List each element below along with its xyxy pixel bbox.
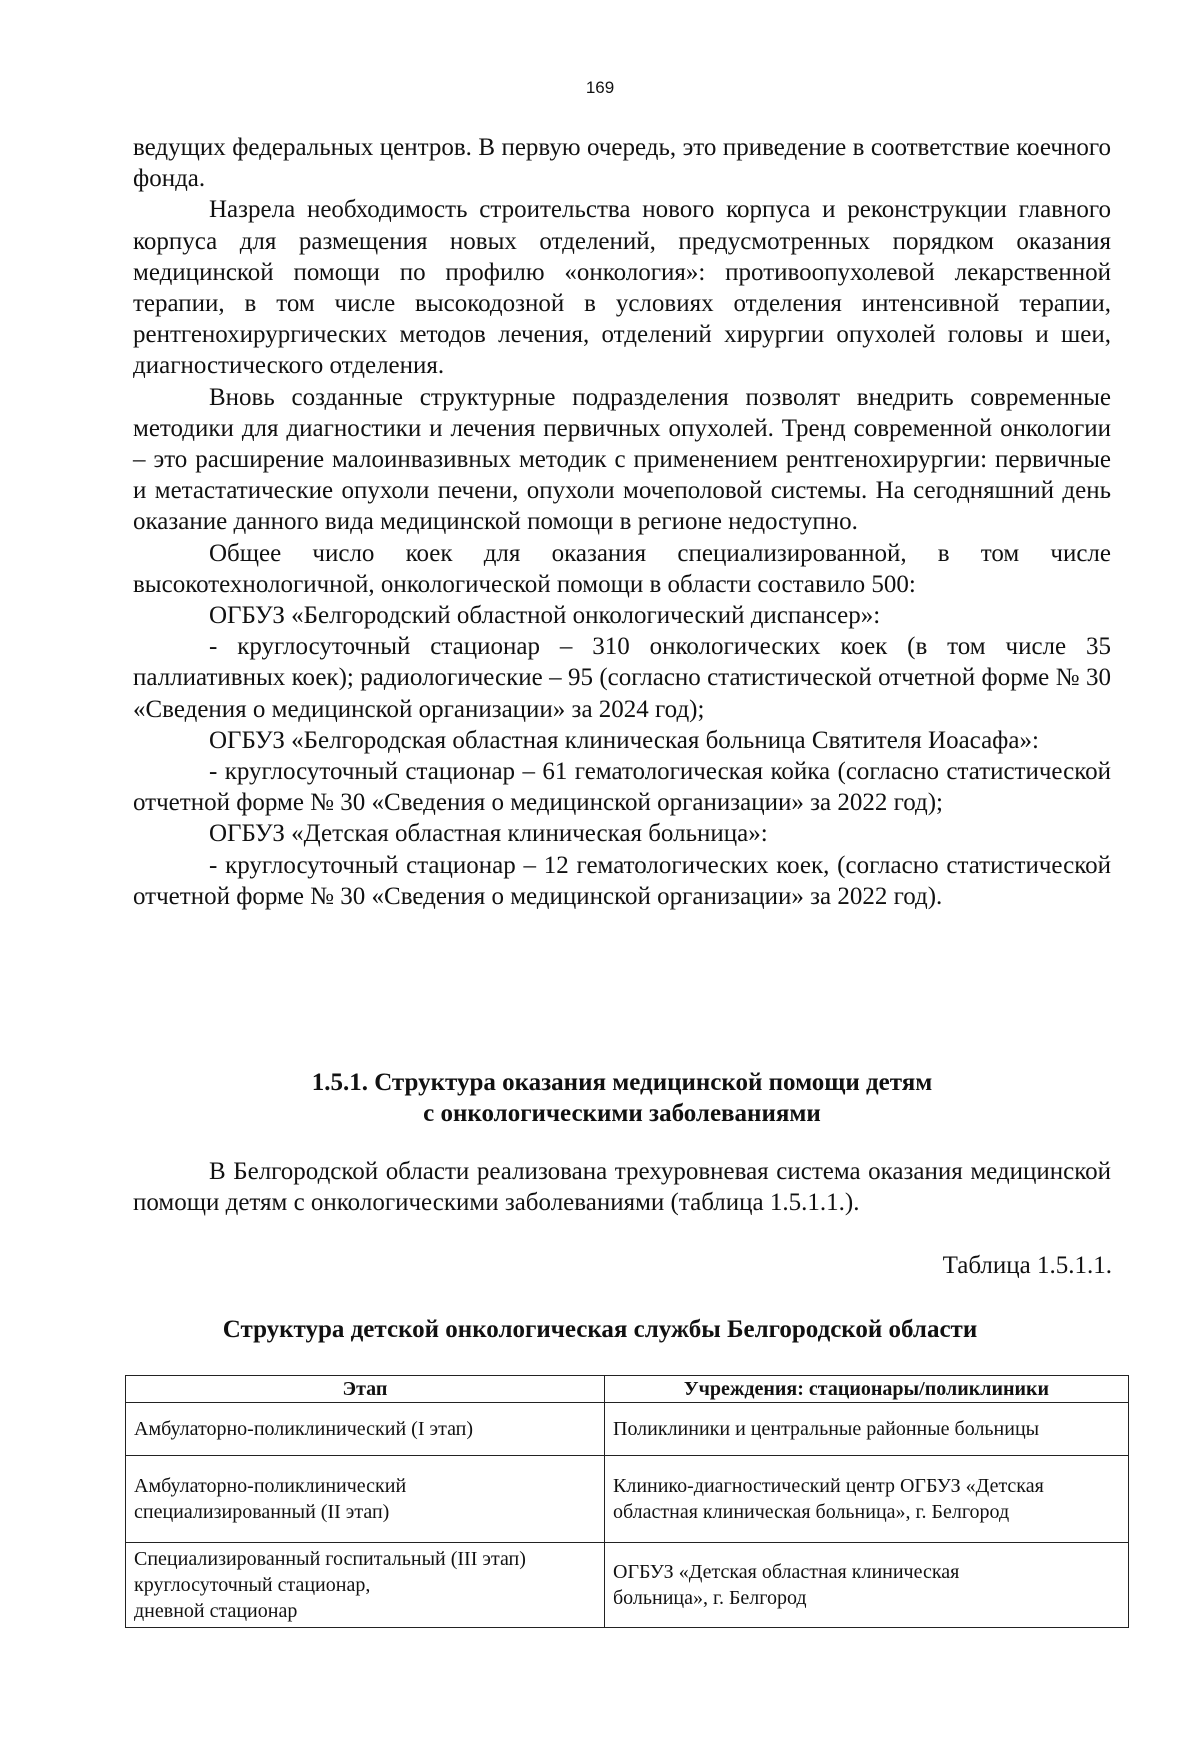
table-row — [126, 1543, 1129, 1628]
cell-line: круглосуточный стационар, — [134, 1574, 371, 1596]
table-row — [126, 1403, 1129, 1456]
cell-line: ОГБУЗ «Детская областная клиническая — [613, 1561, 960, 1583]
cell-line: больница», г. Белгород — [613, 1587, 807, 1609]
section-heading-line: 1.5.1. Структура оказания медицинской помощи детям — [311, 1069, 933, 1096]
institutions-cell — [605, 1403, 1129, 1456]
institutions-cell — [605, 1543, 1129, 1628]
section-intro: В Белгородской области реализована трехуровневая система оказания медицинской помощи детям с онкологическими заболеваниями (таблица 1.5.1.1.). — [133, 1158, 1111, 1217]
page-number: 169 — [585, 78, 615, 97]
cell-line: Поликлиники и центральные районные больницы — [613, 1418, 1040, 1440]
cell-line: Амбулаторно-поликлинический — [134, 1475, 407, 1497]
table-row — [126, 1456, 1129, 1543]
cell-line: дневной стационар — [134, 1600, 298, 1622]
stage-cell — [126, 1456, 605, 1543]
cell-line: Специализированный госпитальный (III этап) — [134, 1548, 526, 1570]
section-heading — [133, 1067, 1111, 1129]
table-label: Таблица 1.5.1.1. — [942, 1252, 1112, 1279]
body-text — [133, 132, 1111, 912]
paragraph: Назрела необходимость строительства нового корпуса и реконструкции главного корпуса для размещения новых отделений, предусмотренных порядком оказания медицинской помощи по профилю «онкология»: противоопухолевой лекарственной терапии, в том числе высокодозной в условиях отделения интенсивной терапии, рентгенохирургических методов лечения, отделений хирургии опухолей головы и шеи, диагностического отделения. — [133, 196, 1111, 380]
stage-cell — [126, 1403, 605, 1456]
paragraph: - круглосуточный стационар – 310 онкологических коек (в том числе 35 паллиативных коек); радиологические – 95 (согласно статистической отчетной форме № 30 «Сведения о медицинской организации» за 2024 год); — [133, 633, 1111, 723]
paragraph: ведущих федеральных центров. В первую очередь, это приведение в соответствие коечного фонда. — [133, 134, 1111, 193]
paragraph: ОГБУЗ «Белгородская областная клиническая больница Святителя Иоасафа»: — [209, 726, 1039, 754]
column-header-institutions: Учреждения: стационары/поликлиники — [605, 1376, 1129, 1403]
oncology-structure-table — [125, 1375, 1129, 1628]
cell-line: специализированный (II этап) — [134, 1501, 390, 1523]
paragraph: ОГБУЗ «Белгородский областной онкологический диспансер»: — [209, 602, 881, 630]
table-title: Структура детской онкологическая службы Белгородской области — [222, 1316, 978, 1343]
section-heading-line: с онкологическими заболеваниями — [423, 1100, 821, 1127]
paragraph: - круглосуточный стационар – 61 гематологическая койка (согласно статистической отчетной форме № 30 «Сведения о медицинской организации» за 2022 год); — [133, 758, 1111, 817]
cell-line: Клинико-диагностический центр ОГБУЗ «Детская — [613, 1475, 1044, 1497]
paragraph: Вновь созданные структурные подразделения позволят внедрить современные методики для диагностики и лечения первичных опухолей. Тренд современной онкологии – это расширение малоинвазивных методик с применением рентгенохирургии: первичные и метастатические опухоли печени, опухоли мочеполовой системы. На сегодняшний день оказание данного вида медицинской помощи в регионе недоступно. — [133, 383, 1111, 536]
cell-line: областная клиническая больница», г. Белгород — [613, 1501, 1010, 1523]
paragraph: ОГБУЗ «Детская областная клиническая больница»: — [209, 820, 768, 848]
column-header-stage: Этап — [126, 1376, 605, 1403]
table-header-row — [126, 1376, 1129, 1403]
cell-line: Амбулаторно-поликлинический (I этап) — [134, 1418, 474, 1440]
institutions-cell — [605, 1456, 1129, 1543]
paragraph: - круглосуточный стационар – 12 гематологических коек, (согласно статистической отчетной форме № 30 «Сведения о медицинской организации» за 2022 год). — [133, 851, 1111, 910]
paragraph: Общее число коек для оказания специализированной, в том числе высокотехнологичной, онкологической помощи в области составило 500: — [133, 539, 1111, 598]
stage-cell — [126, 1543, 605, 1628]
